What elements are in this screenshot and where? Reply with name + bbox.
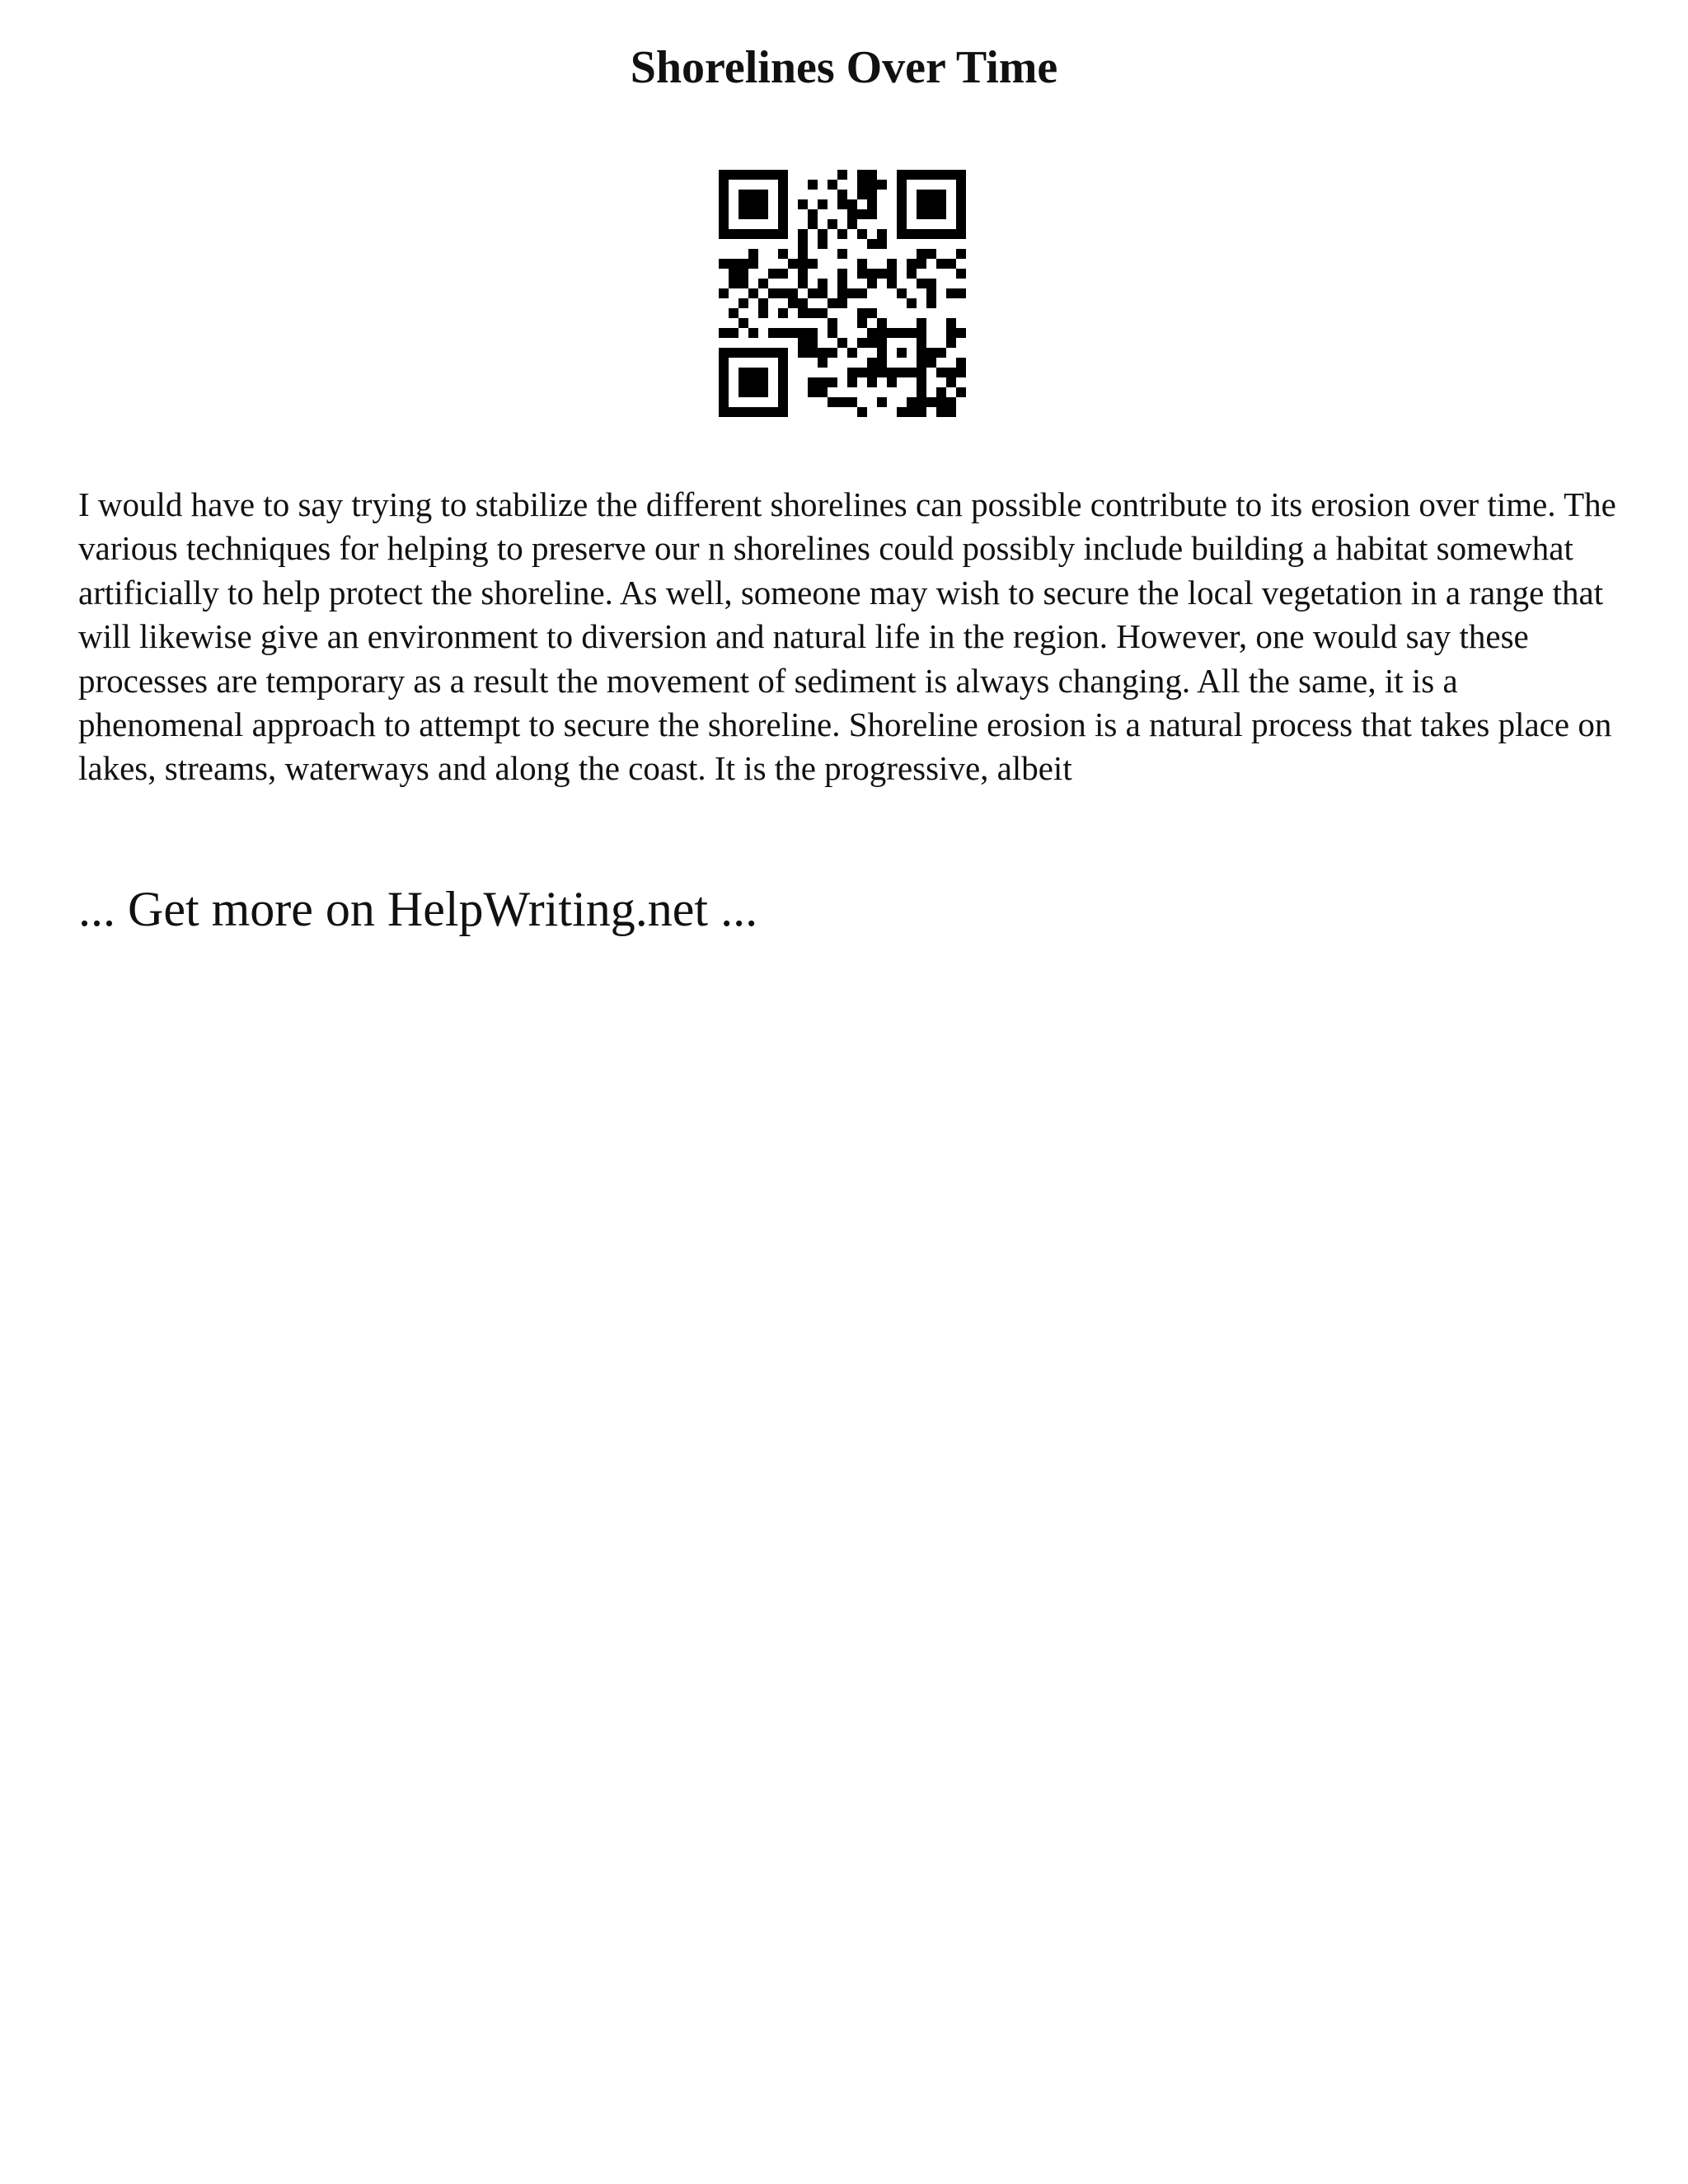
qr-code-graphic — [719, 170, 966, 417]
qr-code-icon — [719, 170, 966, 417]
get-more-link[interactable]: ... Get more on HelpWriting.net ... — [78, 882, 758, 936]
page-title: Shorelines Over Time — [630, 42, 1058, 93]
essay-paragraph: I would have to say trying to stabilize the different shorelines can possible contribute to its erosion over time. The various techniques for helping to preserve our n shorelines could possibly include building a habitat somewhat artificially to help protect the shoreline. As well, someone may wish to secure the local vegetation in a range that will likewise give an environment to diversion and natural life in the region. However, one would say these processes are temporary as a result the movement of sediment is always changing. All the same, it is a phenomenal approach to attempt to secure the shoreline. Shoreline erosion is a natural process that takes place on lakes, streams, waterways and along the coast. It is the progressive, albeit — [78, 485, 1616, 788]
